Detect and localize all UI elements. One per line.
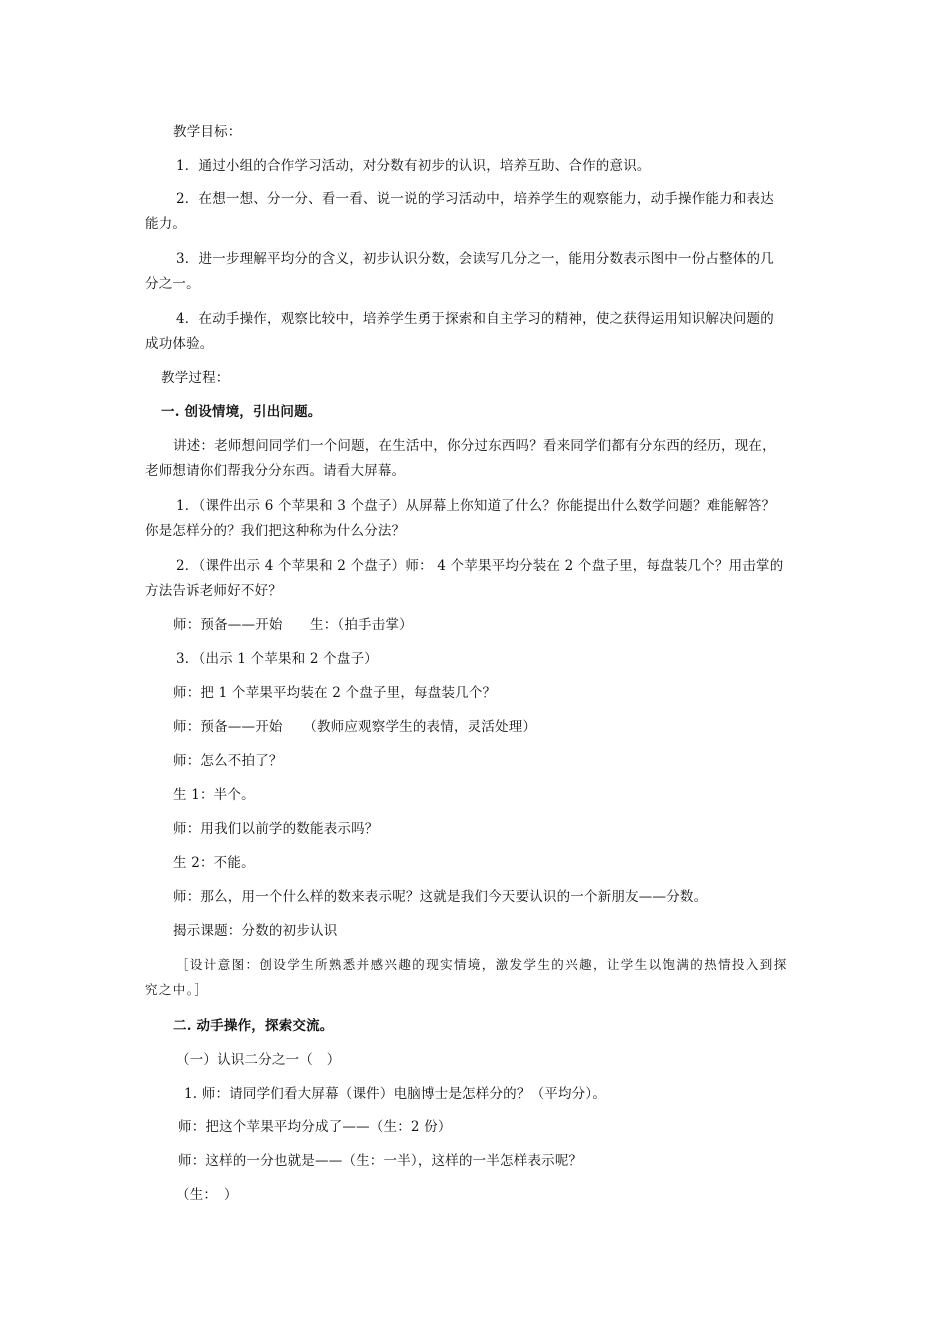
item-2-line-1: 2．（课件出示 4 个苹果和 2 个盘子）师： 4 个苹果平均分装在 2 个盘子里，每盘装几个？用击掌的 (176, 558, 784, 574)
design-note-line-1: ［设计意图：创设学生所熟悉并感兴趣的现实情境，激发学生的兴趣，让学生以饱满的热情投入到探 (176, 957, 788, 972)
intro-line-2: 老师想请你们帮我分分东西。请看大屏幕。 (145, 463, 406, 479)
dialogue-7: 生 2：不能。 (173, 855, 255, 871)
item-1-line-2: 你是怎样分的？我们把这种称为什么分法？ (145, 523, 406, 539)
item-2-line-2: 方法告诉老师好不好？ (145, 583, 282, 599)
dialogue-8: 师：那么，用一个什么样的数来表示呢？这就是我们今天要认识的一个新朋友——分数。 (173, 889, 708, 905)
dialogue-5: 生 1：半个。 (173, 787, 255, 803)
goal-3-line-1: 3．进一步理解平均分的含义，初步认识分数，会读写几分之一，能用分数表示图中一份占整体的几 (176, 251, 774, 267)
goal-1: 1．通过小组的合作学习活动，对分数有初步的认识，培养互助、合作的意识。 (176, 158, 651, 174)
dialogue-6: 师：用我们以前学的数能表示吗？ (173, 821, 379, 837)
subsection-1-title: （一）认识二分之一（ ） (176, 1052, 341, 1068)
dialogue-2: 师：把 1 个苹果平均装在 2 个盘子里，每盘装几个？ (173, 685, 497, 701)
section-1-heading: 一. 创设情境，引出问题。 (161, 404, 322, 420)
section-2-point-2: 师：把这个苹果平均分成了——（生：2 份） (178, 1119, 452, 1135)
lesson-topic: 揭示课题：分数的初步认识 (173, 923, 338, 939)
section-2-point-1: 1. 师：请同学们看大屏幕（课件）电脑博士是怎样分的？（平均分）。 (184, 1086, 607, 1102)
goal-3-line-2: 分之一。 (145, 276, 200, 292)
goal-2-line-1: 2．在想一想、分一分、看一看、说一说的学习活动中，培养学生的观察能力，动手操作能力和表达 (176, 191, 774, 207)
section-2-point-3: 师：这样的一分也就是——（生：一半），这样的一半怎样表示呢？ (178, 1153, 583, 1169)
dialogue-3: 师：预备——开始 （教师应观察学生的表情，灵活处理） (173, 719, 537, 735)
process-title: 教学过程： (161, 370, 230, 386)
goal-4-line-1: 4．在动手操作，观察比较中，培养学生勇于探索和自主学习的精神，使之获得运用知识解决问题的 (176, 311, 774, 327)
goal-2-line-2: 能力。 (145, 216, 187, 232)
section-2-heading: 二. 动手操作，探索交流。 (173, 1018, 334, 1034)
intro-line-1: 讲述：老师想问同学们一个问题，在生活中，你分过东西吗？看来同学们都有分东西的经历，现在， (173, 438, 776, 454)
goal-4-line-2: 成功体验。 (145, 336, 214, 352)
dialogue-4: 师：怎么不拍了？ (173, 753, 283, 769)
section-2-point-4: （生： ） (176, 1187, 238, 1203)
item-1-line-1: 1．（课件出示 6 个苹果和 3 个盘子）从屏幕上你知道了什么？你能提出什么数学问题？难能解答？ (176, 498, 776, 514)
design-note-line-2: 究之中。］ (145, 982, 209, 997)
goals-title: 教学目标： (173, 124, 242, 140)
item-3: 3．（出示 1 个苹果和 2 个盘子） (176, 651, 378, 667)
dialogue-1: 师：预备——开始 生：（拍手击掌） (173, 617, 413, 633)
